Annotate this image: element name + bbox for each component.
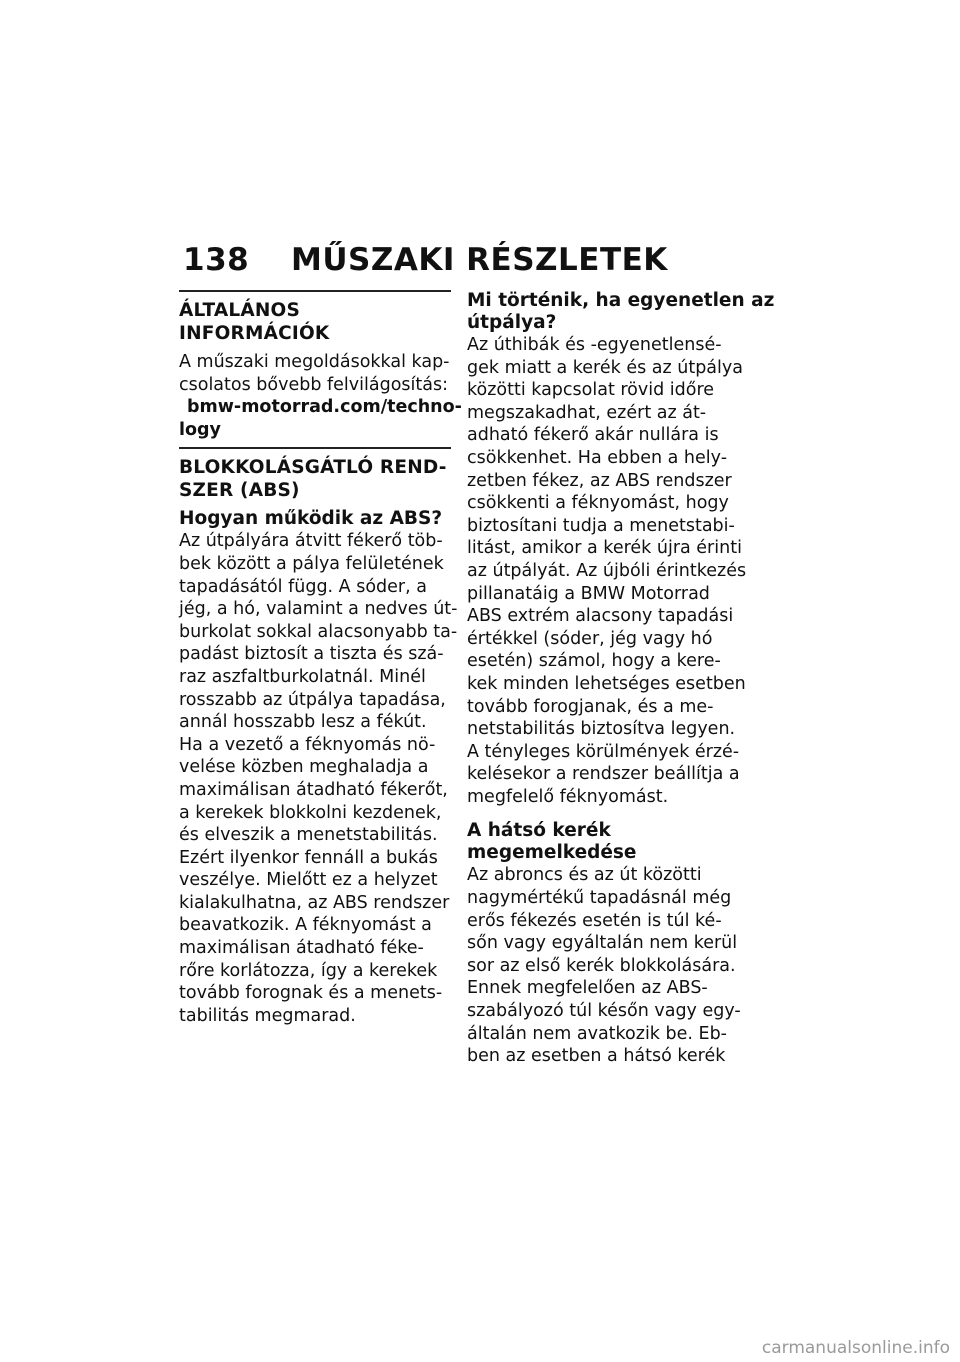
text-line: erős fékezés esetén is túl ké- [467,910,722,931]
text-line: gek miatt a kerék és az útpálya [467,357,743,378]
text-line: annál hosszabb lesz a fékút. [179,712,427,733]
text-line: értékkel (sóder, jég vagy hó [467,628,713,649]
text-line: tabilitás megmarad. [179,1005,356,1026]
text-line: ABS extrém alacsony tapadási [467,606,734,627]
right-column [467,290,775,1068]
how-abs-works-paragraph-2 [179,734,451,1028]
text-line: általán nem avatkozik be. Eb- [467,1023,727,1044]
text-line: kek minden lehetséges esetben [467,673,746,694]
general-info-heading: ÁLTALÁNOS INFORMÁCIÓK [179,300,330,344]
text-line: tovább forognak és a menets- [179,983,443,1004]
text-line: kialakulhatna, az ABS rendszer [179,892,450,913]
text-line: bmw-motorrad.com/techno- [187,397,462,418]
text-line: burkolat sokkal alacsonyabb ta- [179,621,458,642]
text-line: Mi történik, ha egyenetlen az [467,290,775,311]
text-line: maximálisan átadható féke- [179,938,424,959]
text-line: szabályozó túl későn vagy egy- [467,1001,741,1022]
text-line: Ennek megfelelően az ABS- [467,978,708,999]
text-line: Az útpályára átvitt fékerő töb- [179,531,443,552]
text-line: csolatos bővebb felvilágosítás: [179,374,448,395]
text-line: megemelkedése [467,842,637,864]
text-line: SZER (ABS) [179,480,300,502]
rear-wheel-lift-heading [467,820,739,864]
text-line: csökkenhet. Ha ebben a hely- [467,447,728,468]
text-line: ben az esetben a hátsó kerék [467,1046,726,1067]
section-divider [179,447,451,449]
text-line: az útpályát. Az újbóli érintkezés [467,560,747,581]
text-line: Az úthibák és -egyenetlensé- [467,335,722,355]
text-line: A hátsó kerék [467,820,611,842]
technology-link[interactable] [179,396,462,441]
text-line: logy [179,419,221,440]
uneven-road-heading [467,290,775,334]
page-header [183,242,668,278]
text-line: velése közben meghaladja a [179,757,429,778]
text-line: pillanatáig a BMW Motorrad [467,583,710,604]
page-number: 138 [183,242,250,278]
text-line: a kerekek blokkolni kezdenek, [179,802,442,823]
text-line: veszélye. Mielőtt ez a helyzet [179,870,438,891]
text-line: netstabilitás biztosítva legyen. [467,719,736,740]
text-line: esetén) számol, hogy a kere- [467,651,721,672]
uneven-road-paragraph-1 [467,334,747,741]
text-line: maximálisan átadható fékerőt, [179,779,448,800]
how-abs-works-paragraph-1 [179,530,458,733]
text-line: tovább forogjanak, és a me- [467,696,714,717]
text-line: megszakadhat, ezért az át- [467,402,707,423]
text-line: BLOKKOLÁSGÁTLÓ REND- [179,457,447,479]
text-line: csökkenti a féknyomást, hogy [467,493,729,514]
text-line: adható fékerő akár nullára is [467,425,719,446]
general-info-text [179,351,451,396]
text-line: megfelelő féknyomást. [467,786,669,807]
text-line: nagymértékű tapadásnál még [467,888,732,909]
watermark: carmanualsonline.info [761,1338,950,1358]
text-line: Az abroncs és az út közötti [467,865,702,886]
text-line: litást, amikor a kerék újra érinti [467,538,742,559]
text-line: zetben fékez, az ABS rendszer [467,470,732,491]
left-column [179,290,462,1027]
how-abs-works-heading: Hogyan működik az ABS? [179,508,443,530]
page-title: MŰSZAKI RÉSZLETEK [291,242,668,278]
text-line: és elveszik a menetstabilitás. [179,825,438,846]
section-divider [179,290,451,292]
text-line: raz aszfaltburkolatnál. Minél [179,666,426,687]
rear-wheel-lift-paragraph [467,864,739,1067]
text-line: Ha a vezető a féknyomás nö- [179,734,436,755]
text-line: bek között a pálya felületének [179,553,444,574]
text-line: biztosítani tudja a menetstabi- [467,515,735,536]
text-line: kelésekor a rendszer beállítja a [467,764,740,785]
text-line: padást biztosít a tiszta és szá- [179,644,444,665]
text-line: A tényleges körülmények érzé- [467,741,740,762]
text-line: sor az első kerék blokkolására. [467,955,736,976]
text-line: Ezért ilyenkor fennáll a bukás [179,847,438,868]
text-line: útpálya? [467,312,557,333]
text-line: közötti kapcsolat rövid időre [467,380,715,401]
text-line: tapadásától függ. A sóder, a [179,576,427,597]
uneven-road-paragraph-2 [467,741,739,809]
text-line: sőn vagy egyáltalán nem kerül [467,933,738,954]
text-line: jég, a hó, valamint a nedves út- [179,599,458,620]
text-line: A műszaki megoldásokkal kap- [179,352,450,372]
text-line: rosszabb az útpálya tapadása, [179,689,446,710]
text-line: beavatkozik. A féknyomást a [179,915,432,936]
abs-heading [179,456,451,502]
text-line: rőre korlátozza, így a kerekek [179,960,438,981]
